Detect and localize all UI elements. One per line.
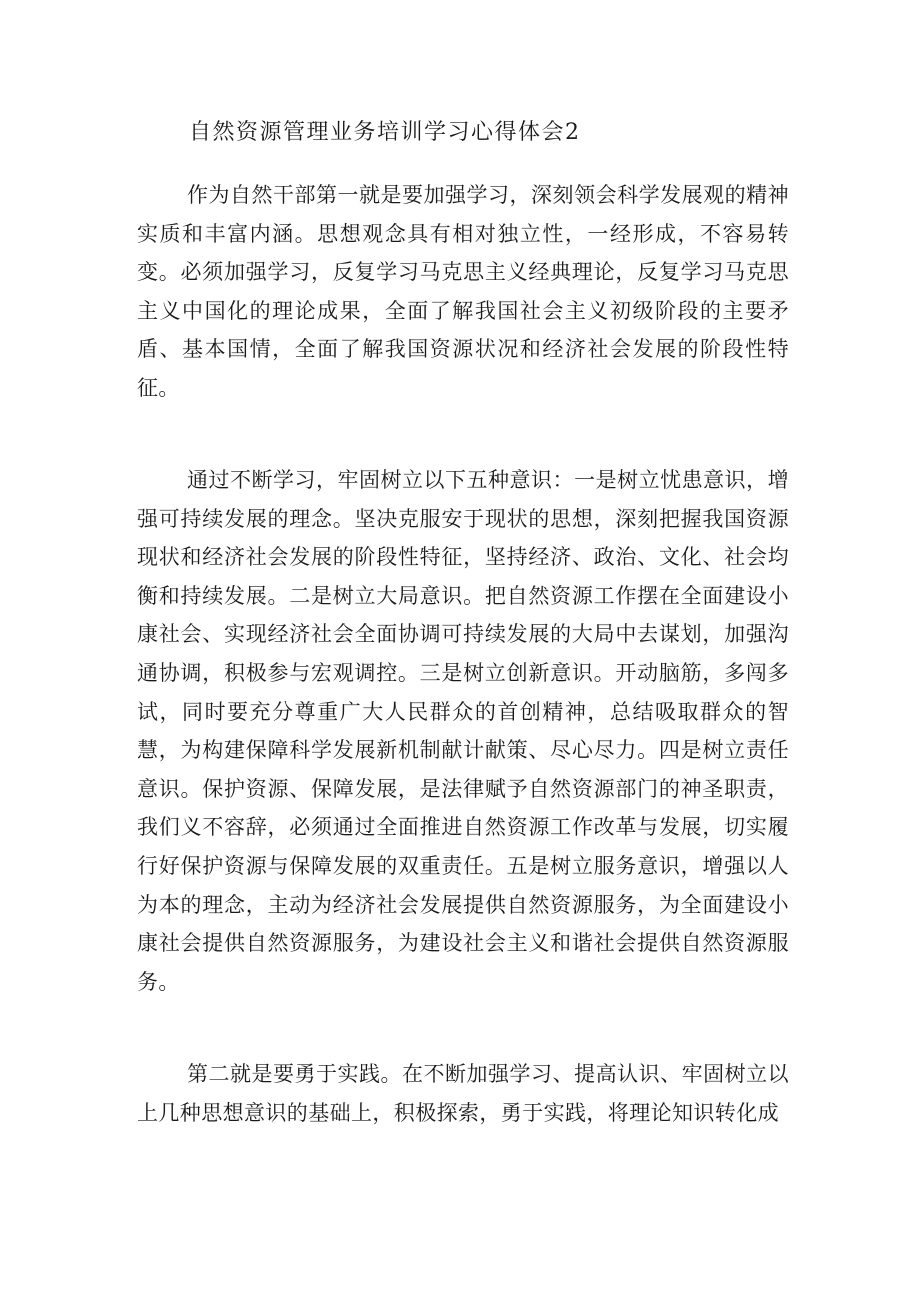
paragraph-3: 第二就是要勇于实践。在不断加强学习、提高认识、牢固树立以上几种思想意识的基础上，积极探索，勇于实践，将理论知识转化成 — [137, 1062, 789, 1125]
paragraph-2: 通过不断学习，牢固树立以下五种意识：一是树立忧患意识，增强可持续发展的理念。坚决克服安于现状的思想，深刻把握我国资源现状和经济社会发展的阶段性特征，坚持经济、政治、文化、社会均衡和持续发展。二是树立大局意识。把自然资源工作摆在全面建设小康社会、实现经济社会全面协调可持续发展的大局中去谋划，加强沟通协调，积极参与宏观调控。三是树立创新意识。开动脑筋，多闯多试，同时要充分尊重广大人民群众的首创精神，总结吸取群众的智慧，为构建保障科学发展新机制献计献策、尽心尽力。四是树立责任意识。保护资源、保障发展，是法律赋予自然资源部门的神圣职责，我们义不容辞，必须通过全面推进自然资源工作改革与发展，切实履行好保护资源与保障发展的双重责任。五是树立服务意识，增强以人为本的理念，主动为经济社会发展提供自然资源服务，为全面建设小康社会提供自然资源服务，为建设社会主义和谐社会提供自然资源服务。 — [137, 468, 789, 994]
document-title: 自然资源管理业务培训学习心得体会2 — [189, 120, 581, 145]
paragraph-1: 作为自然干部第一就是要加强学习，深刻领会科学发展观的精神实质和丰富内涵。思想观念具有相对独立性，一经形成，不容易转变。必须加强学习，反复学习马克思主义经典理论，反复学习马克思主义中国化的理论成果，全面了解我国社会主义初级阶段的主要矛盾、基本国情，全面了解我国资源状况和经济社会发展的阶段性特征。 — [137, 183, 789, 400]
